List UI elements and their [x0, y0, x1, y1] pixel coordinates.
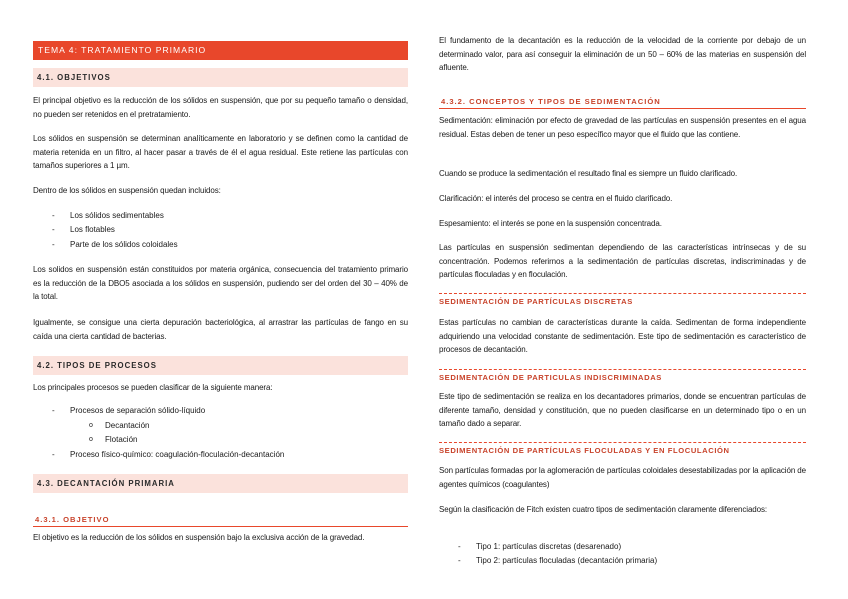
subsection-heading-objetivo: 4.3.1. OBJETIVO	[33, 515, 408, 527]
solids-list	[33, 209, 408, 252]
fitch-types-list	[439, 540, 806, 569]
process-list	[33, 404, 408, 418]
paragraph: Este tipo de sedimentación se realiza en los decantadores primarios, donde se encuentran partículas de diferente tamaño, densidad y constitución, que no pueden clasificarse en un determinado tipo o en un tamaño dado a separar.	[439, 392, 806, 428]
paragraph: Las partículas en suspensión sedimentan dependiendo de las características intrínsecas y de su concentración. Podemos referirnos a la sedimentación de partículas discretas, indiscriminadas y de partículas floculadas y en floculación.	[439, 243, 806, 279]
process-sublist	[33, 419, 408, 448]
list-item: - Tipo 2: partículas floculadas (decantación primaria)	[439, 554, 806, 568]
paragraph: Clarificación: el interés del proceso se centra en el fluido clarificado.	[439, 194, 673, 203]
section-heading-objetivos: 4.1. OBJETIVOS	[33, 68, 408, 87]
paragraph: Sedimentación: eliminación por efecto de gravedad de las partículas en suspensión presentes en el agua residual. Estas deben de tener un peso específico mayor que el fluido que las contiene.	[439, 116, 806, 139]
paragraph: Igualmente, se consigue una cierta depuración bacteriológica, al arrastrar las partículas de fango en su caída una cierta cantidad de bacterias.	[33, 318, 408, 341]
heading-particulas-floculadas: SEDIMENTACIÓN DE PARTÍCULAS FLOCULADAS Y EN FLOCULACIÓN	[439, 442, 806, 455]
list-item: - Proceso físico-químico: coagulación-floculación-decantación	[33, 448, 408, 462]
paragraph: Espesamiento: el interés se pone en la suspensión concentrada.	[439, 219, 662, 228]
list-item: - Los sólidos sedimentables	[33, 209, 408, 223]
subsection-heading-conceptos: 4.3.2. CONCEPTOS Y TIPOS DE SEDIMENTACIÓN	[439, 97, 806, 109]
paragraph: El objetivo es la reducción de los sólidos en suspensión bajo la exclusiva acción de la gravedad.	[33, 533, 365, 542]
paragraph: El fundamento de la decantación es la reducción de la velocidad de la corriente por debajo de un determinado valor, para así conseguir la eliminación de un 50 – 60% de las materias en suspensión del afluente.	[439, 36, 806, 72]
paragraph: Los sólidos en suspensión se determinan analíticamente en laboratorio y se definen como la cantidad de materia retenida en un filtro, al hacer pasar a través de él el agua residual. Este retiene las partículas con tamaños superiores a 1 µm.	[33, 134, 408, 170]
list-item: - Parte de los sólidos coloidales	[33, 238, 408, 252]
list-item: - Procesos de separación sólido-líquido	[33, 404, 408, 418]
heading-particulas-discretas: SEDIMENTACIÓN DE PARTÍCULAS DISCRETAS	[439, 293, 806, 306]
list-item: - Los flotables	[33, 223, 408, 237]
paragraph: Son partículas formadas por la aglomeración de partículas coloidales desestabilizadas por la aplicación de agentes químicos (coagulantes)	[439, 466, 806, 489]
paragraph: Según la clasificación de Fitch existen cuatro tipos de sedimentación claramente diferenciados:	[439, 505, 768, 514]
list-item: o Flotación	[33, 433, 408, 447]
paragraph: Los solidos en suspensión están constituidos por materia orgánica, consecuencia del tratamiento primario es la reducción de la DBO5 asociada a los sólidos en suspensión, pudiendo ser del orden del 30 – 40% de la total.	[33, 265, 408, 301]
process-list	[33, 448, 408, 462]
paragraph: El principal objetivo es la reducción de los sólidos en suspensión, que por su pequeño tamaño o densidad, no pueden ser retenidos en el pretratamiento.	[33, 96, 408, 119]
paragraph: Los principales procesos se pueden clasificar de la siguiente manera:	[33, 383, 273, 392]
paragraph: Dentro de los sólidos en suspensión quedan incluidos:	[33, 186, 221, 195]
list-item: - Tipo 1: partículas discretas (desarenado)	[439, 540, 806, 554]
section-heading-decantacion: 4.3. DECANTACIÓN PRIMARIA	[33, 474, 408, 493]
heading-particulas-indiscriminadas: SEDIMENTACIÓN DE PARTICULAS INDISCRIMINADAS	[439, 369, 806, 382]
section-heading-tipos-procesos: 4.2. TIPOS DE PROCESOS	[33, 356, 408, 375]
paragraph: Cuando se produce la sedimentación el resultado final es siempre un fluido clarificado.	[439, 169, 738, 178]
list-item: o Decantación	[33, 419, 408, 433]
chapter-title: TEMA 4: TRATAMIENTO PRIMARIO	[33, 41, 408, 60]
paragraph: Estas partículas no cambian de características durante la caída. Sedimentan de forma independiente adquiriendo una velocidad constante de sedimentación. Este tipo de sedimentación es característico de procesos de decantación.	[439, 318, 806, 354]
